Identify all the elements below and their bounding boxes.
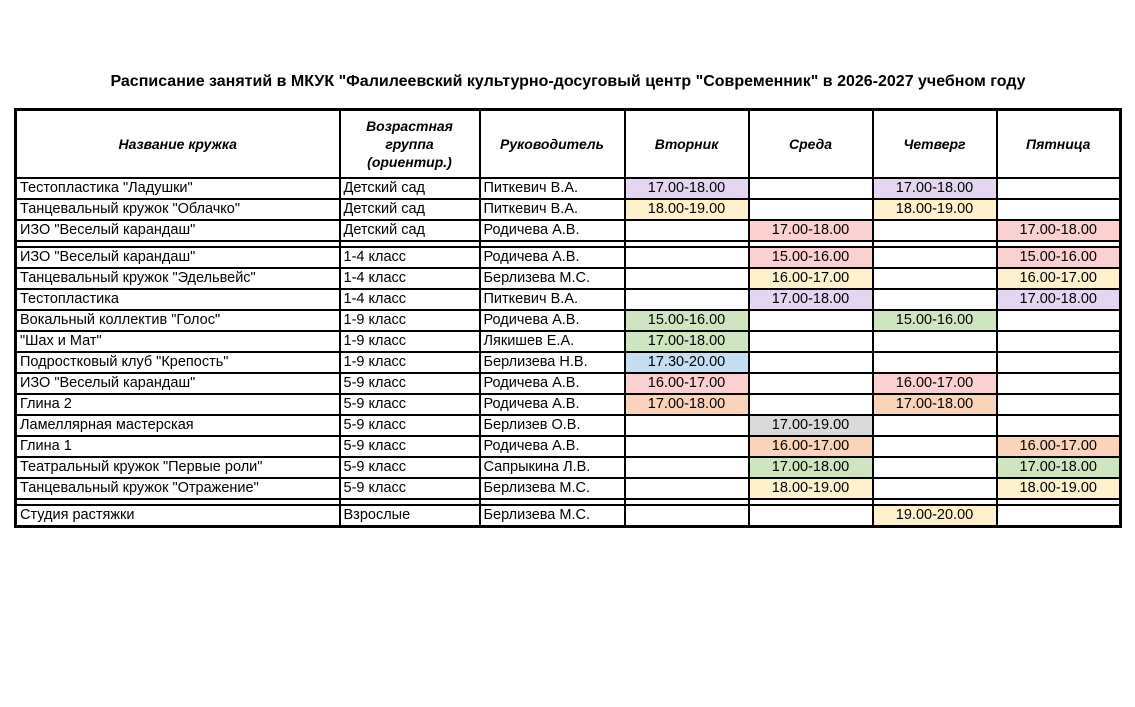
tuesday-time-cell bbox=[625, 457, 749, 478]
leader-cell: Родичева А.В. bbox=[480, 373, 625, 394]
wednesday-time-cell: 16.00-17.00 bbox=[749, 436, 873, 457]
leader-cell: Берлизева М.С. bbox=[480, 478, 625, 499]
table-row bbox=[16, 373, 1121, 394]
tuesday-time-cell: 17.30-20.00 bbox=[625, 352, 749, 373]
age-group-cell: 1-4 класс bbox=[340, 268, 480, 289]
thursday-time-cell bbox=[873, 268, 997, 289]
header-thursday: Четверг bbox=[873, 110, 997, 179]
thursday-time-cell: 17.00-18.00 bbox=[873, 394, 997, 415]
leader-cell: Родичева А.В. bbox=[480, 220, 625, 241]
club-name-cell: Ламеллярная мастерская bbox=[16, 415, 340, 436]
thursday-time-cell: 15.00-16.00 bbox=[873, 310, 997, 331]
header-wednesday: Среда bbox=[749, 110, 873, 179]
thursday-time-cell: 19.00-20.00 bbox=[873, 505, 997, 527]
table-row bbox=[16, 220, 1121, 241]
age-group-cell: 1-4 класс bbox=[340, 289, 480, 310]
age-group-cell: 5-9 класс bbox=[340, 415, 480, 436]
friday-time-cell: 16.00-17.00 bbox=[997, 268, 1121, 289]
thursday-time-cell: 17.00-18.00 bbox=[873, 178, 997, 199]
club-name-cell: Подростковый клуб "Крепость" bbox=[16, 352, 340, 373]
wednesday-time-cell: 15.00-16.00 bbox=[749, 247, 873, 268]
leader-cell: Берлизев О.В. bbox=[480, 415, 625, 436]
thursday-time-cell bbox=[873, 331, 997, 352]
wednesday-time-cell: 17.00-18.00 bbox=[749, 220, 873, 241]
thursday-time-cell bbox=[873, 478, 997, 499]
header-tuesday: Вторник bbox=[625, 110, 749, 179]
header-club-name: Название кружка bbox=[16, 110, 340, 179]
friday-time-cell: 17.00-18.00 bbox=[997, 289, 1121, 310]
table-row bbox=[16, 331, 1121, 352]
friday-time-cell bbox=[997, 505, 1121, 527]
leader-cell: Питкевич В.А. bbox=[480, 178, 625, 199]
age-group-cell: Детский сад bbox=[340, 199, 480, 220]
thursday-time-cell bbox=[873, 289, 997, 310]
thursday-time-cell bbox=[873, 457, 997, 478]
age-group-cell: 1-9 класс bbox=[340, 352, 480, 373]
table-row bbox=[16, 457, 1121, 478]
thursday-time-cell bbox=[873, 220, 997, 241]
club-name-cell: Вокальный коллектив "Голос" bbox=[16, 310, 340, 331]
club-name-cell: Студия растяжки bbox=[16, 505, 340, 527]
wednesday-time-cell bbox=[749, 352, 873, 373]
leader-cell: Питкевич В.А. bbox=[480, 289, 625, 310]
leader-cell: Родичева А.В. bbox=[480, 394, 625, 415]
tuesday-time-cell bbox=[625, 415, 749, 436]
club-name-cell: Танцевальный кружок "Облачко" bbox=[16, 199, 340, 220]
leader-cell: Берлизева М.С. bbox=[480, 268, 625, 289]
wednesday-time-cell: 17.00-18.00 bbox=[749, 289, 873, 310]
wednesday-time-cell bbox=[749, 394, 873, 415]
header-friday: Пятница bbox=[997, 110, 1121, 179]
age-group-cell: 5-9 класс bbox=[340, 394, 480, 415]
leader-cell: Берлизева Н.В. bbox=[480, 352, 625, 373]
age-group-cell: Детский сад bbox=[340, 220, 480, 241]
tuesday-time-cell bbox=[625, 505, 749, 527]
club-name-cell: "Шах и Мат" bbox=[16, 331, 340, 352]
thursday-time-cell bbox=[873, 247, 997, 268]
tuesday-time-cell: 17.00-18.00 bbox=[625, 394, 749, 415]
club-name-cell: ИЗО "Веселый карандаш" bbox=[16, 220, 340, 241]
table-row bbox=[16, 247, 1121, 268]
wednesday-time-cell: 17.00-18.00 bbox=[749, 457, 873, 478]
tuesday-time-cell: 17.00-18.00 bbox=[625, 178, 749, 199]
table-row bbox=[16, 178, 1121, 199]
age-group-cell: 1-9 класс bbox=[340, 331, 480, 352]
club-name-cell: Театральный кружок "Первые роли" bbox=[16, 457, 340, 478]
age-group-cell: 1-9 класс bbox=[340, 310, 480, 331]
club-name-cell: Тестопластика "Ладушки" bbox=[16, 178, 340, 199]
club-name-cell: Танцевальный кружок "Отражение" bbox=[16, 478, 340, 499]
club-name-cell: ИЗО "Веселый карандаш" bbox=[16, 373, 340, 394]
friday-time-cell bbox=[997, 331, 1121, 352]
table-row bbox=[16, 352, 1121, 373]
leader-cell: Сапрыкина Л.В. bbox=[480, 457, 625, 478]
thursday-time-cell: 16.00-17.00 bbox=[873, 373, 997, 394]
club-name-cell: Тестопластика bbox=[16, 289, 340, 310]
friday-time-cell: 18.00-19.00 bbox=[997, 478, 1121, 499]
table-row bbox=[16, 478, 1121, 499]
tuesday-time-cell: 18.00-19.00 bbox=[625, 199, 749, 220]
leader-cell: Родичева А.В. bbox=[480, 247, 625, 268]
club-name-cell: Глина 1 bbox=[16, 436, 340, 457]
table-row bbox=[16, 310, 1121, 331]
wednesday-time-cell bbox=[749, 178, 873, 199]
tuesday-time-cell bbox=[625, 436, 749, 457]
schedule-body bbox=[16, 178, 1121, 527]
club-name-cell: Глина 2 bbox=[16, 394, 340, 415]
friday-time-cell bbox=[997, 199, 1121, 220]
age-group-cell: Взрослые bbox=[340, 505, 480, 527]
leader-cell: Питкевич В.А. bbox=[480, 199, 625, 220]
friday-time-cell: 17.00-18.00 bbox=[997, 457, 1121, 478]
tuesday-time-cell: 17.00-18.00 bbox=[625, 331, 749, 352]
wednesday-time-cell: 17.00-19.00 bbox=[749, 415, 873, 436]
header-leader: Руководитель bbox=[480, 110, 625, 179]
schedule-table bbox=[14, 108, 1122, 528]
tuesday-time-cell bbox=[625, 478, 749, 499]
tuesday-time-cell bbox=[625, 268, 749, 289]
friday-time-cell bbox=[997, 352, 1121, 373]
club-name-cell: ИЗО "Веселый карандаш" bbox=[16, 247, 340, 268]
tuesday-time-cell bbox=[625, 220, 749, 241]
thursday-time-cell: 18.00-19.00 bbox=[873, 199, 997, 220]
wednesday-time-cell: 16.00-17.00 bbox=[749, 268, 873, 289]
friday-time-cell bbox=[997, 415, 1121, 436]
table-row bbox=[16, 289, 1121, 310]
age-group-cell: 5-9 класс bbox=[340, 373, 480, 394]
friday-time-cell: 15.00-16.00 bbox=[997, 247, 1121, 268]
friday-time-cell bbox=[997, 310, 1121, 331]
age-group-cell: 5-9 класс bbox=[340, 436, 480, 457]
table-row bbox=[16, 394, 1121, 415]
wednesday-time-cell bbox=[749, 505, 873, 527]
table-row bbox=[16, 199, 1121, 220]
page-title: Расписание занятий в МКУК "Фалилеевский культурно-досуговый центр "Современник" в 2026-2027 учебном году bbox=[110, 73, 1026, 90]
leader-cell: Родичева А.В. bbox=[480, 436, 625, 457]
leader-cell: Берлизева М.С. bbox=[480, 505, 625, 527]
wednesday-time-cell bbox=[749, 331, 873, 352]
age-group-cell: 5-9 класс bbox=[340, 457, 480, 478]
age-group-cell: 1-4 класс bbox=[340, 247, 480, 268]
friday-time-cell: 17.00-18.00 bbox=[997, 220, 1121, 241]
tuesday-time-cell: 16.00-17.00 bbox=[625, 373, 749, 394]
wednesday-time-cell: 18.00-19.00 bbox=[749, 478, 873, 499]
wednesday-time-cell bbox=[749, 199, 873, 220]
table-row bbox=[16, 436, 1121, 457]
tuesday-time-cell: 15.00-16.00 bbox=[625, 310, 749, 331]
thursday-time-cell bbox=[873, 352, 997, 373]
age-group-cell: Детский сад bbox=[340, 178, 480, 199]
friday-time-cell bbox=[997, 178, 1121, 199]
table-row bbox=[16, 415, 1121, 436]
wednesday-time-cell bbox=[749, 373, 873, 394]
tuesday-time-cell bbox=[625, 289, 749, 310]
leader-cell: Родичева А.В. bbox=[480, 310, 625, 331]
club-name-cell: Танцевальный кружок "Эдельвейс" bbox=[16, 268, 340, 289]
age-group-cell: 5-9 класс bbox=[340, 478, 480, 499]
friday-time-cell bbox=[997, 373, 1121, 394]
tuesday-time-cell bbox=[625, 247, 749, 268]
leader-cell: Лякишев Е.А. bbox=[480, 331, 625, 352]
table-row bbox=[16, 505, 1121, 527]
header-row bbox=[16, 110, 1121, 179]
thursday-time-cell bbox=[873, 436, 997, 457]
friday-time-cell: 16.00-17.00 bbox=[997, 436, 1121, 457]
thursday-time-cell bbox=[873, 415, 997, 436]
table-row bbox=[16, 268, 1121, 289]
header-age-group: Возрастная группа (ориентир.) bbox=[340, 110, 480, 179]
friday-time-cell bbox=[997, 394, 1121, 415]
wednesday-time-cell bbox=[749, 310, 873, 331]
